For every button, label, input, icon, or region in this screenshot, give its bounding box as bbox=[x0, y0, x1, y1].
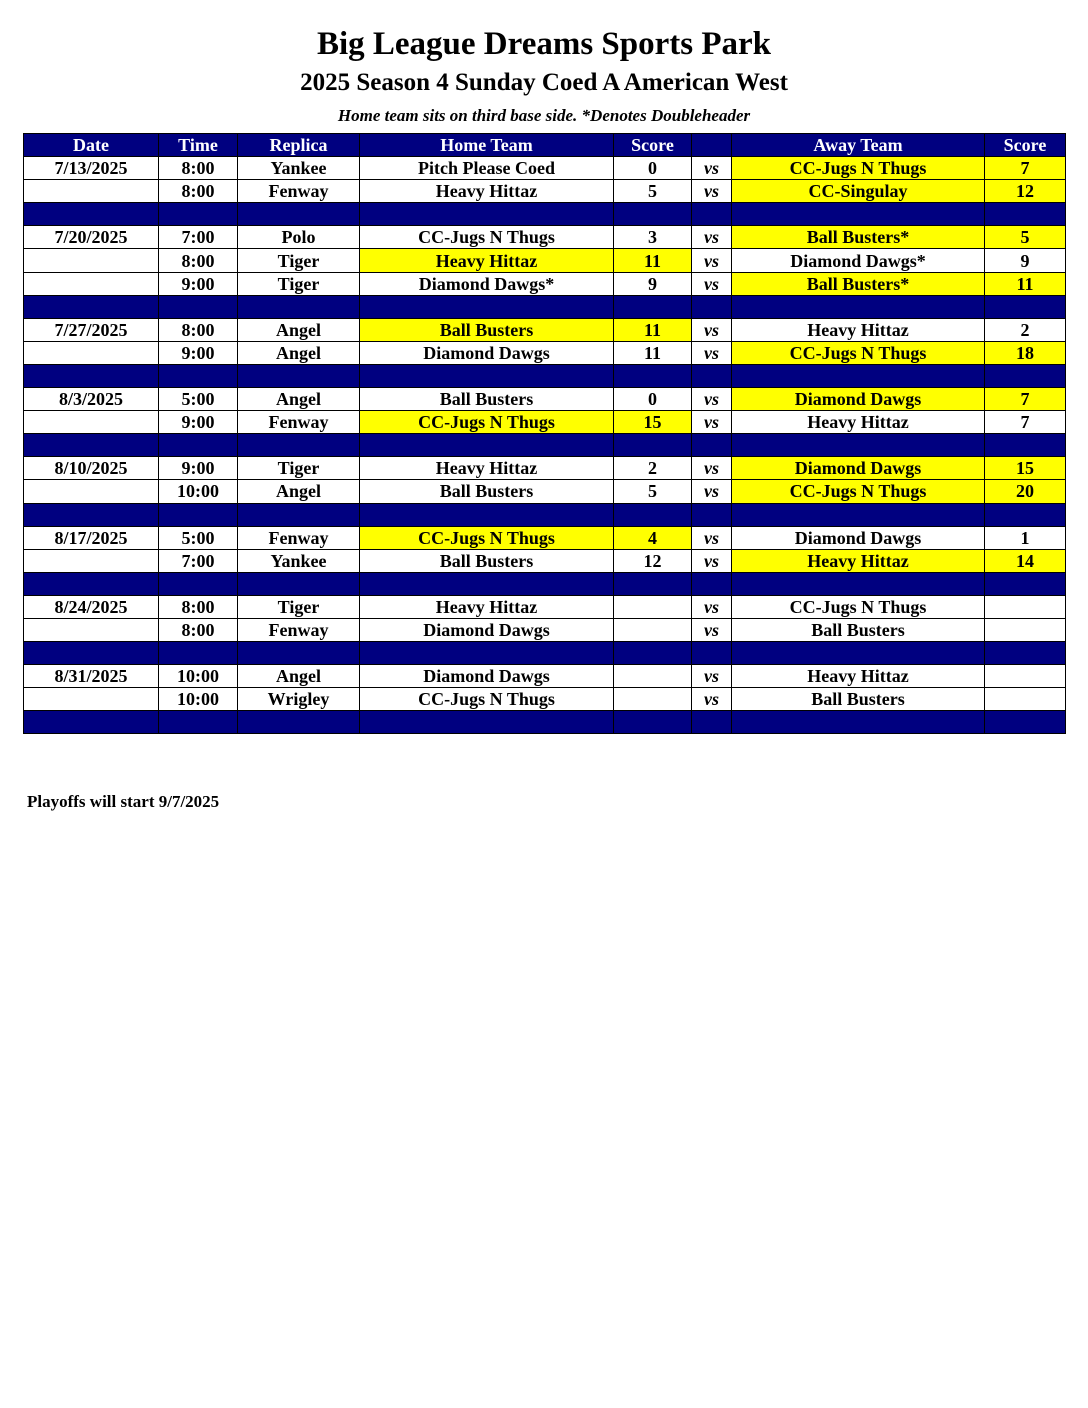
cell-away-team: CC-Singulay bbox=[732, 180, 985, 203]
cell-time: 7:00 bbox=[159, 226, 238, 249]
separator-row bbox=[24, 711, 1066, 734]
cell-date: 8/24/2025 bbox=[24, 595, 159, 618]
cell-away-team: Diamond Dawgs bbox=[732, 526, 985, 549]
cell-replica: Angel bbox=[238, 318, 360, 341]
cell-vs: vs bbox=[692, 526, 732, 549]
cell-replica: Angel bbox=[238, 341, 360, 364]
separator-cell bbox=[238, 572, 360, 595]
page-subtitle: 2025 Season 4 Sunday Coed A American West bbox=[300, 69, 788, 96]
separator-cell bbox=[732, 642, 985, 665]
table-row bbox=[24, 595, 1066, 618]
cell-away-score bbox=[985, 688, 1066, 711]
cell-time: 9:00 bbox=[159, 272, 238, 295]
column-header-date: Date bbox=[24, 134, 159, 157]
cell-away-team: Diamond Dawgs bbox=[732, 457, 985, 480]
cell-away-score: 2 bbox=[985, 318, 1066, 341]
separator-cell bbox=[692, 572, 732, 595]
separator-cell bbox=[238, 434, 360, 457]
separator-cell bbox=[159, 711, 238, 734]
cell-replica: Angel bbox=[238, 388, 360, 411]
cell-away-score: 20 bbox=[985, 480, 1066, 503]
column-header-home-score: Score bbox=[614, 134, 692, 157]
cell-vs: vs bbox=[692, 549, 732, 572]
cell-home-score: 15 bbox=[614, 411, 692, 434]
separator-row bbox=[24, 572, 1066, 595]
cell-home-team: CC-Jugs N Thugs bbox=[360, 526, 614, 549]
cell-away-team: Ball Busters bbox=[732, 688, 985, 711]
separator-cell bbox=[614, 203, 692, 226]
column-header-away-score: Score bbox=[985, 134, 1066, 157]
separator-cell bbox=[614, 711, 692, 734]
cell-replica: Tiger bbox=[238, 457, 360, 480]
cell-vs: vs bbox=[692, 157, 732, 180]
cell-replica: Wrigley bbox=[238, 688, 360, 711]
cell-time: 5:00 bbox=[159, 388, 238, 411]
separator-cell bbox=[614, 503, 692, 526]
cell-away-score: 1 bbox=[985, 526, 1066, 549]
cell-date: 7/20/2025 bbox=[24, 226, 159, 249]
separator-cell bbox=[24, 295, 159, 318]
cell-time: 10:00 bbox=[159, 665, 238, 688]
cell-away-score: 11 bbox=[985, 272, 1066, 295]
cell-replica: Fenway bbox=[238, 618, 360, 641]
cell-time: 9:00 bbox=[159, 457, 238, 480]
separator-cell bbox=[159, 503, 238, 526]
cell-vs: vs bbox=[692, 272, 732, 295]
cell-vs: vs bbox=[692, 180, 732, 203]
separator-cell bbox=[732, 295, 985, 318]
cell-replica: Yankee bbox=[238, 549, 360, 572]
cell-home-score: 0 bbox=[614, 388, 692, 411]
table-row bbox=[24, 526, 1066, 549]
separator-cell bbox=[614, 295, 692, 318]
schedule-body bbox=[24, 157, 1066, 734]
cell-time: 5:00 bbox=[159, 526, 238, 549]
cell-away-team: Heavy Hittaz bbox=[732, 665, 985, 688]
separator-cell bbox=[24, 572, 159, 595]
playoffs-note: Playoffs will start 9/7/2025 bbox=[27, 792, 220, 811]
separator-cell bbox=[159, 295, 238, 318]
cell-time: 8:00 bbox=[159, 618, 238, 641]
cell-replica: Angel bbox=[238, 480, 360, 503]
column-header-replica: Replica bbox=[238, 134, 360, 157]
cell-vs: vs bbox=[692, 249, 732, 272]
table-row bbox=[24, 549, 1066, 572]
separator-cell bbox=[24, 642, 159, 665]
separator-row bbox=[24, 364, 1066, 387]
separator-cell bbox=[24, 711, 159, 734]
cell-date bbox=[24, 411, 159, 434]
cell-home-score: 2 bbox=[614, 457, 692, 480]
cell-away-score: 12 bbox=[985, 180, 1066, 203]
separator-cell bbox=[360, 364, 614, 387]
separator-cell bbox=[985, 572, 1066, 595]
table-row bbox=[24, 226, 1066, 249]
cell-away-team: Ball Busters* bbox=[732, 226, 985, 249]
cell-time: 8:00 bbox=[159, 318, 238, 341]
cell-away-score bbox=[985, 665, 1066, 688]
cell-replica: Polo bbox=[238, 226, 360, 249]
table-row bbox=[24, 618, 1066, 641]
separator-cell bbox=[238, 364, 360, 387]
separator-cell bbox=[692, 642, 732, 665]
separator-cell bbox=[159, 642, 238, 665]
cell-home-score: 11 bbox=[614, 318, 692, 341]
table-row bbox=[24, 388, 1066, 411]
cell-away-score: 9 bbox=[985, 249, 1066, 272]
cell-away-team: Diamond Dawgs bbox=[732, 388, 985, 411]
cell-home-score: 5 bbox=[614, 180, 692, 203]
cell-away-team: Diamond Dawgs* bbox=[732, 249, 985, 272]
cell-away-score bbox=[985, 595, 1066, 618]
separator-cell bbox=[159, 434, 238, 457]
cell-date: 8/17/2025 bbox=[24, 526, 159, 549]
cell-time: 9:00 bbox=[159, 411, 238, 434]
separator-cell bbox=[692, 434, 732, 457]
schedule-note: Home team sits on third base side. *Denotes Doubleheader bbox=[337, 106, 751, 125]
cell-home-team: Heavy Hittaz bbox=[360, 180, 614, 203]
cell-away-score: 7 bbox=[985, 157, 1066, 180]
cell-home-team: CC-Jugs N Thugs bbox=[360, 411, 614, 434]
cell-date bbox=[24, 549, 159, 572]
cell-replica: Angel bbox=[238, 665, 360, 688]
separator-cell bbox=[732, 434, 985, 457]
cell-home-team: Diamond Dawgs bbox=[360, 665, 614, 688]
separator-cell bbox=[360, 203, 614, 226]
table-row bbox=[24, 318, 1066, 341]
cell-away-score: 14 bbox=[985, 549, 1066, 572]
cell-home-score: 12 bbox=[614, 549, 692, 572]
cell-away-team: CC-Jugs N Thugs bbox=[732, 341, 985, 364]
separator-cell bbox=[24, 434, 159, 457]
cell-time: 8:00 bbox=[159, 180, 238, 203]
table-row bbox=[24, 249, 1066, 272]
cell-vs: vs bbox=[692, 226, 732, 249]
cell-away-team: Heavy Hittaz bbox=[732, 411, 985, 434]
separator-cell bbox=[24, 203, 159, 226]
cell-vs: vs bbox=[692, 480, 732, 503]
cell-time: 7:00 bbox=[159, 549, 238, 572]
cell-away-team: Ball Busters bbox=[732, 618, 985, 641]
separator-cell bbox=[360, 711, 614, 734]
separator-cell bbox=[159, 572, 238, 595]
cell-vs: vs bbox=[692, 665, 732, 688]
cell-time: 8:00 bbox=[159, 249, 238, 272]
cell-away-team: CC-Jugs N Thugs bbox=[732, 480, 985, 503]
cell-date bbox=[24, 180, 159, 203]
separator-cell bbox=[732, 572, 985, 595]
separator-cell bbox=[360, 642, 614, 665]
cell-away-team: CC-Jugs N Thugs bbox=[732, 595, 985, 618]
cell-time: 8:00 bbox=[159, 157, 238, 180]
cell-home-team: Ball Busters bbox=[360, 388, 614, 411]
cell-time: 8:00 bbox=[159, 595, 238, 618]
header-row bbox=[24, 134, 1066, 157]
table-row bbox=[24, 341, 1066, 364]
separator-cell bbox=[614, 434, 692, 457]
cell-replica: Fenway bbox=[238, 526, 360, 549]
cell-date: 8/10/2025 bbox=[24, 457, 159, 480]
separator-cell bbox=[24, 503, 159, 526]
cell-home-score bbox=[614, 595, 692, 618]
cell-home-team: Ball Busters bbox=[360, 480, 614, 503]
cell-replica: Fenway bbox=[238, 180, 360, 203]
column-header-time: Time bbox=[159, 134, 238, 157]
cell-home-score bbox=[614, 688, 692, 711]
cell-home-team: Ball Busters bbox=[360, 549, 614, 572]
cell-home-score: 0 bbox=[614, 157, 692, 180]
cell-vs: vs bbox=[692, 688, 732, 711]
cell-date: 8/31/2025 bbox=[24, 665, 159, 688]
table-row bbox=[24, 157, 1066, 180]
cell-away-score: 5 bbox=[985, 226, 1066, 249]
cell-home-team: Diamond Dawgs bbox=[360, 341, 614, 364]
separator-row bbox=[24, 295, 1066, 318]
separator-cell bbox=[732, 203, 985, 226]
separator-cell bbox=[238, 711, 360, 734]
schedule-table bbox=[23, 133, 1066, 734]
cell-date: 7/13/2025 bbox=[24, 157, 159, 180]
separator-row bbox=[24, 434, 1066, 457]
cell-home-score: 3 bbox=[614, 226, 692, 249]
cell-date bbox=[24, 249, 159, 272]
cell-away-score: 7 bbox=[985, 411, 1066, 434]
cell-replica: Yankee bbox=[238, 157, 360, 180]
separator-cell bbox=[238, 503, 360, 526]
cell-home-score: 11 bbox=[614, 341, 692, 364]
cell-date: 7/27/2025 bbox=[24, 318, 159, 341]
separator-cell bbox=[985, 711, 1066, 734]
cell-home-team: CC-Jugs N Thugs bbox=[360, 226, 614, 249]
cell-time: 10:00 bbox=[159, 688, 238, 711]
separator-cell bbox=[238, 295, 360, 318]
separator-cell bbox=[614, 572, 692, 595]
cell-replica: Tiger bbox=[238, 249, 360, 272]
table-row bbox=[24, 665, 1066, 688]
cell-home-score: 4 bbox=[614, 526, 692, 549]
cell-time: 9:00 bbox=[159, 341, 238, 364]
separator-cell bbox=[985, 295, 1066, 318]
table-row bbox=[24, 457, 1066, 480]
cell-away-team: CC-Jugs N Thugs bbox=[732, 157, 985, 180]
cell-away-team: Ball Busters* bbox=[732, 272, 985, 295]
cell-home-score: 9 bbox=[614, 272, 692, 295]
cell-replica: Tiger bbox=[238, 272, 360, 295]
page-title: Big League Dreams Sports Park bbox=[316, 26, 772, 62]
cell-vs: vs bbox=[692, 411, 732, 434]
separator-cell bbox=[732, 711, 985, 734]
cell-vs: vs bbox=[692, 595, 732, 618]
cell-date: 8/3/2025 bbox=[24, 388, 159, 411]
cell-vs: vs bbox=[692, 618, 732, 641]
separator-cell bbox=[692, 503, 732, 526]
cell-home-team: Diamond Dawgs bbox=[360, 618, 614, 641]
cell-away-score bbox=[985, 618, 1066, 641]
cell-date bbox=[24, 688, 159, 711]
cell-vs: vs bbox=[692, 341, 732, 364]
cell-home-team: Diamond Dawgs* bbox=[360, 272, 614, 295]
cell-replica: Fenway bbox=[238, 411, 360, 434]
separator-row bbox=[24, 203, 1066, 226]
separator-cell bbox=[985, 434, 1066, 457]
separator-cell bbox=[360, 503, 614, 526]
cell-away-team: Heavy Hittaz bbox=[732, 549, 985, 572]
separator-cell bbox=[985, 364, 1066, 387]
cell-away-score: 15 bbox=[985, 457, 1066, 480]
separator-cell bbox=[159, 364, 238, 387]
cell-time: 10:00 bbox=[159, 480, 238, 503]
cell-away-score: 7 bbox=[985, 388, 1066, 411]
cell-home-score bbox=[614, 618, 692, 641]
table-row bbox=[24, 480, 1066, 503]
separator-cell bbox=[692, 364, 732, 387]
table-row bbox=[24, 180, 1066, 203]
cell-away-team: Heavy Hittaz bbox=[732, 318, 985, 341]
cell-home-team: Heavy Hittaz bbox=[360, 595, 614, 618]
separator-cell bbox=[159, 203, 238, 226]
cell-date bbox=[24, 272, 159, 295]
cell-home-team: CC-Jugs N Thugs bbox=[360, 688, 614, 711]
separator-cell bbox=[614, 642, 692, 665]
separator-cell bbox=[24, 364, 159, 387]
separator-cell bbox=[692, 295, 732, 318]
cell-vs: vs bbox=[692, 388, 732, 411]
separator-cell bbox=[692, 711, 732, 734]
table-row bbox=[24, 411, 1066, 434]
column-header-home-team: Home Team bbox=[360, 134, 614, 157]
separator-cell bbox=[238, 203, 360, 226]
cell-away-score: 18 bbox=[985, 341, 1066, 364]
table-row bbox=[24, 688, 1066, 711]
cell-home-team: Pitch Please Coed bbox=[360, 157, 614, 180]
cell-vs: vs bbox=[692, 318, 732, 341]
cell-date bbox=[24, 618, 159, 641]
separator-cell bbox=[732, 503, 985, 526]
cell-home-score bbox=[614, 665, 692, 688]
cell-replica: Tiger bbox=[238, 595, 360, 618]
separator-cell bbox=[360, 434, 614, 457]
separator-cell bbox=[985, 642, 1066, 665]
cell-home-score: 5 bbox=[614, 480, 692, 503]
column-header-away-team: Away Team bbox=[732, 134, 985, 157]
column-header-vs bbox=[692, 134, 732, 157]
table-row bbox=[24, 272, 1066, 295]
separator-row bbox=[24, 503, 1066, 526]
separator-cell bbox=[732, 364, 985, 387]
cell-home-score: 11 bbox=[614, 249, 692, 272]
separator-cell bbox=[985, 203, 1066, 226]
cell-home-team: Ball Busters bbox=[360, 318, 614, 341]
separator-row bbox=[24, 642, 1066, 665]
cell-date bbox=[24, 480, 159, 503]
cell-vs: vs bbox=[692, 457, 732, 480]
separator-cell bbox=[985, 503, 1066, 526]
separator-cell bbox=[692, 203, 732, 226]
cell-home-team: Heavy Hittaz bbox=[360, 249, 614, 272]
cell-date bbox=[24, 341, 159, 364]
separator-cell bbox=[360, 295, 614, 318]
separator-cell bbox=[360, 572, 614, 595]
cell-home-team: Heavy Hittaz bbox=[360, 457, 614, 480]
separator-cell bbox=[238, 642, 360, 665]
separator-cell bbox=[614, 364, 692, 387]
